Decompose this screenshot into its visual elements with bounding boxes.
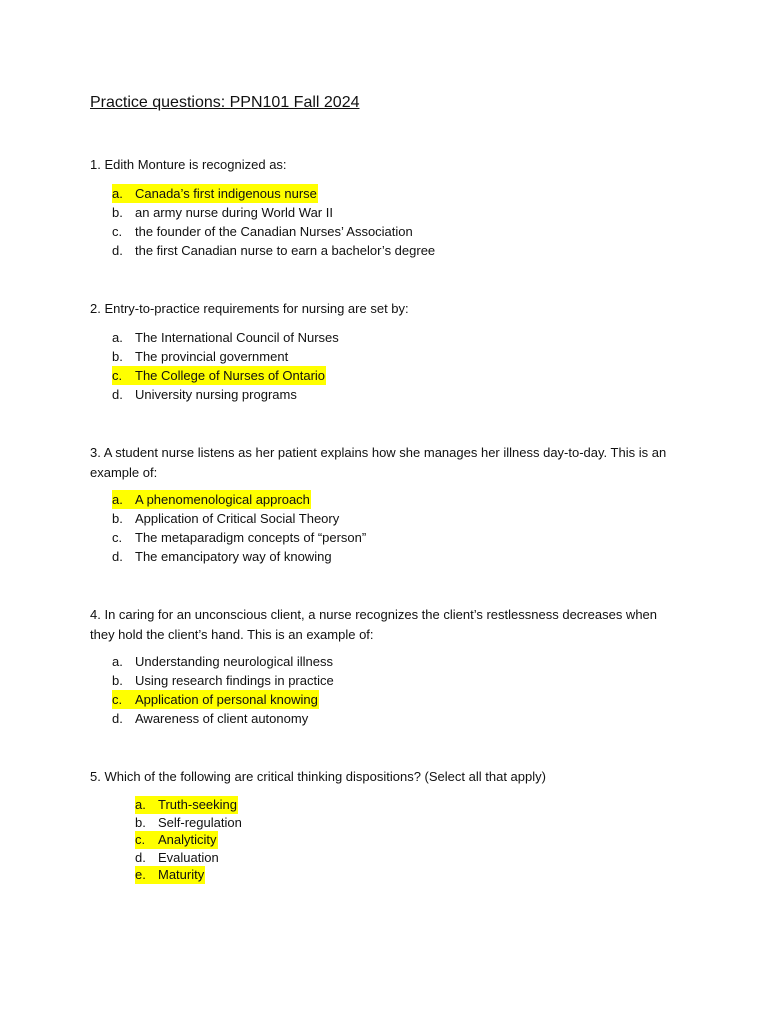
option-text: Application of Critical Social Theory (135, 511, 340, 526)
option-4d (112, 709, 319, 728)
option-3b (112, 509, 340, 528)
option-letter: a. (112, 330, 123, 345)
option-text: Understanding neurological illness (135, 654, 334, 669)
option-5a (135, 796, 238, 814)
option-3c (112, 528, 367, 547)
option-text: Truth-seeking (158, 797, 237, 812)
option-text: University nursing programs (135, 387, 297, 402)
option-3d (112, 547, 332, 566)
question-3-text: 3. A student nurse listens as her patient explains how she manages her illness day-to-day. This is an example of: (90, 445, 667, 480)
option-text: Application of personal knowing (135, 692, 318, 707)
option-letter: b. (135, 814, 146, 830)
option-letter: b. (112, 673, 123, 688)
question-5-options (135, 796, 242, 884)
question-1-text: 1. Edith Monture is recognized as: (90, 157, 287, 172)
question-5-text: 5. Which of the following are critical thinking dispositions? (Select all that apply) (90, 769, 546, 784)
option-letter: d. (112, 387, 123, 402)
option-letter: d. (135, 849, 146, 865)
option-letter: a. (112, 186, 123, 201)
option-4c (112, 690, 319, 709)
option-text: Canada’s first indigenous nurse (135, 186, 317, 201)
option-letter: a. (112, 492, 123, 507)
option-text: The emancipatory way of knowing (135, 549, 332, 564)
option-5e (135, 866, 238, 884)
question-4-options (112, 652, 334, 728)
option-letter: d. (112, 711, 123, 726)
option-text: The College of Nurses of Ontario (135, 368, 326, 383)
option-text: Self-regulation (158, 814, 242, 830)
option-text: The provincial government (135, 349, 289, 364)
document-title: Practice questions: PPN101 Fall 2024 (90, 94, 360, 111)
option-letter: e. (135, 867, 146, 883)
question-2-text: 2. Entry-to-practice requirements for nursing are set by: (90, 301, 409, 316)
question-4-text: 4. In caring for an unconscious client, a nurse recognizes the client’s restlessness decreases when they hold the client’s hand. This is an example of: (90, 607, 658, 642)
option-1b (112, 203, 333, 222)
option-2d (112, 385, 326, 404)
option-5b (135, 814, 242, 832)
option-text: Analyticity (158, 832, 217, 848)
option-text: the first Canadian nurse to earn a bachelor’s degree (135, 243, 436, 258)
option-letter: b. (112, 349, 123, 364)
option-letter: c. (112, 368, 123, 383)
option-letter: d. (112, 549, 123, 564)
option-letter: b. (112, 511, 123, 526)
option-5c (135, 831, 238, 849)
question-2-options (112, 328, 339, 404)
option-2b (112, 347, 326, 366)
option-text: Awareness of client autonomy (135, 711, 309, 726)
option-letter: c. (112, 224, 123, 239)
option-letter: c. (112, 530, 123, 545)
option-2c (112, 366, 326, 385)
option-text: the founder of the Canadian Nurses’ Association (135, 224, 413, 239)
option-4a (112, 652, 334, 671)
option-text: The International Council of Nurses (135, 330, 339, 345)
option-letter: b. (112, 205, 123, 220)
question-3-options (112, 490, 367, 566)
option-1c (112, 222, 413, 241)
option-letter: a. (112, 654, 123, 669)
option-letter: d. (112, 243, 123, 258)
option-text: Maturity (158, 867, 205, 883)
option-letter: c. (135, 832, 146, 848)
option-1d (112, 241, 436, 260)
option-text: an army nurse during World War II (135, 205, 333, 220)
option-5d (135, 849, 238, 867)
option-text: A phenomenological approach (135, 492, 310, 507)
option-text: The metaparadigm concepts of “person” (135, 530, 367, 545)
option-4b (112, 671, 334, 690)
option-1a (112, 184, 318, 203)
option-text: Evaluation (158, 849, 219, 865)
option-letter: a. (135, 797, 146, 812)
option-letter: c. (112, 692, 123, 707)
option-text: Using research findings in practice (135, 673, 334, 688)
option-3a (112, 490, 311, 509)
option-2a (112, 328, 339, 347)
question-1-options (112, 184, 436, 260)
